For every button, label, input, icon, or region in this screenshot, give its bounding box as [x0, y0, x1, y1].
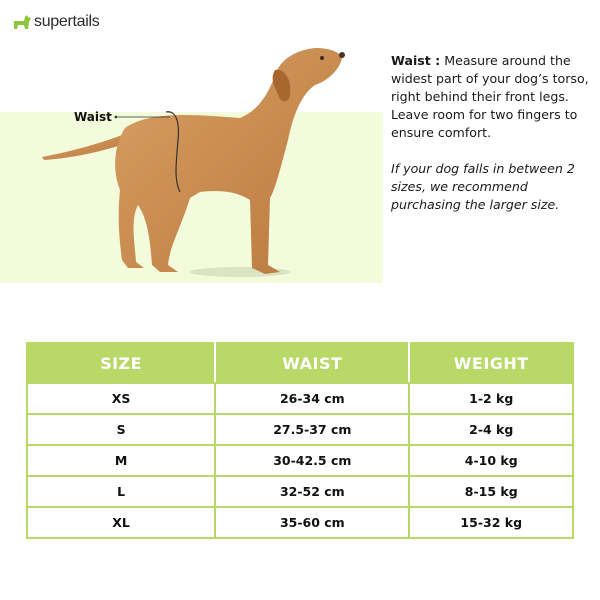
- dog-logo-icon: [10, 13, 32, 31]
- table-row: [27, 414, 573, 445]
- waist-cell: 27.5-37 cm: [215, 414, 409, 445]
- waist-cell: 32-52 cm: [215, 476, 409, 507]
- waist-instruction: Waist : Measure around the widest part of your dog’s torso, right behind their front legs. Leave room for two fingers to ensure comfort.: [391, 53, 589, 140]
- size-cell: XL: [27, 507, 215, 538]
- waist-measure-label: Waist: [74, 110, 112, 124]
- measurement-instructions: [391, 52, 596, 214]
- size-cell: L: [27, 476, 215, 507]
- table-row: [27, 507, 573, 538]
- brand-name: supertails: [34, 13, 100, 30]
- size-cell: XS: [27, 383, 215, 414]
- weight-cell: 2-4 kg: [409, 414, 573, 445]
- weight-cell: 1-2 kg: [409, 383, 573, 414]
- size-chart-table: [26, 342, 574, 539]
- header-weight: WEIGHT: [409, 343, 573, 383]
- brand-logo: [10, 13, 100, 31]
- waist-cell: 26-34 cm: [215, 383, 409, 414]
- waist-cell: 30-42.5 cm: [215, 445, 409, 476]
- weight-cell: 4-10 kg: [409, 445, 573, 476]
- sizing-note: If your dog falls in between 2 sizes, we recommend purchasing the larger size.: [391, 161, 575, 212]
- size-cell: M: [27, 445, 215, 476]
- header-waist: WAIST: [215, 343, 409, 383]
- table-header-row: [27, 343, 573, 383]
- weight-cell: 15-32 kg: [409, 507, 573, 538]
- size-cell: S: [27, 414, 215, 445]
- table-row: [27, 476, 573, 507]
- table-row: [27, 383, 573, 414]
- table-row: [27, 445, 573, 476]
- header-size: SIZE: [27, 343, 215, 383]
- dog-illustration: [30, 40, 360, 290]
- weight-cell: 8-15 kg: [409, 476, 573, 507]
- waist-cell: 35-60 cm: [215, 507, 409, 538]
